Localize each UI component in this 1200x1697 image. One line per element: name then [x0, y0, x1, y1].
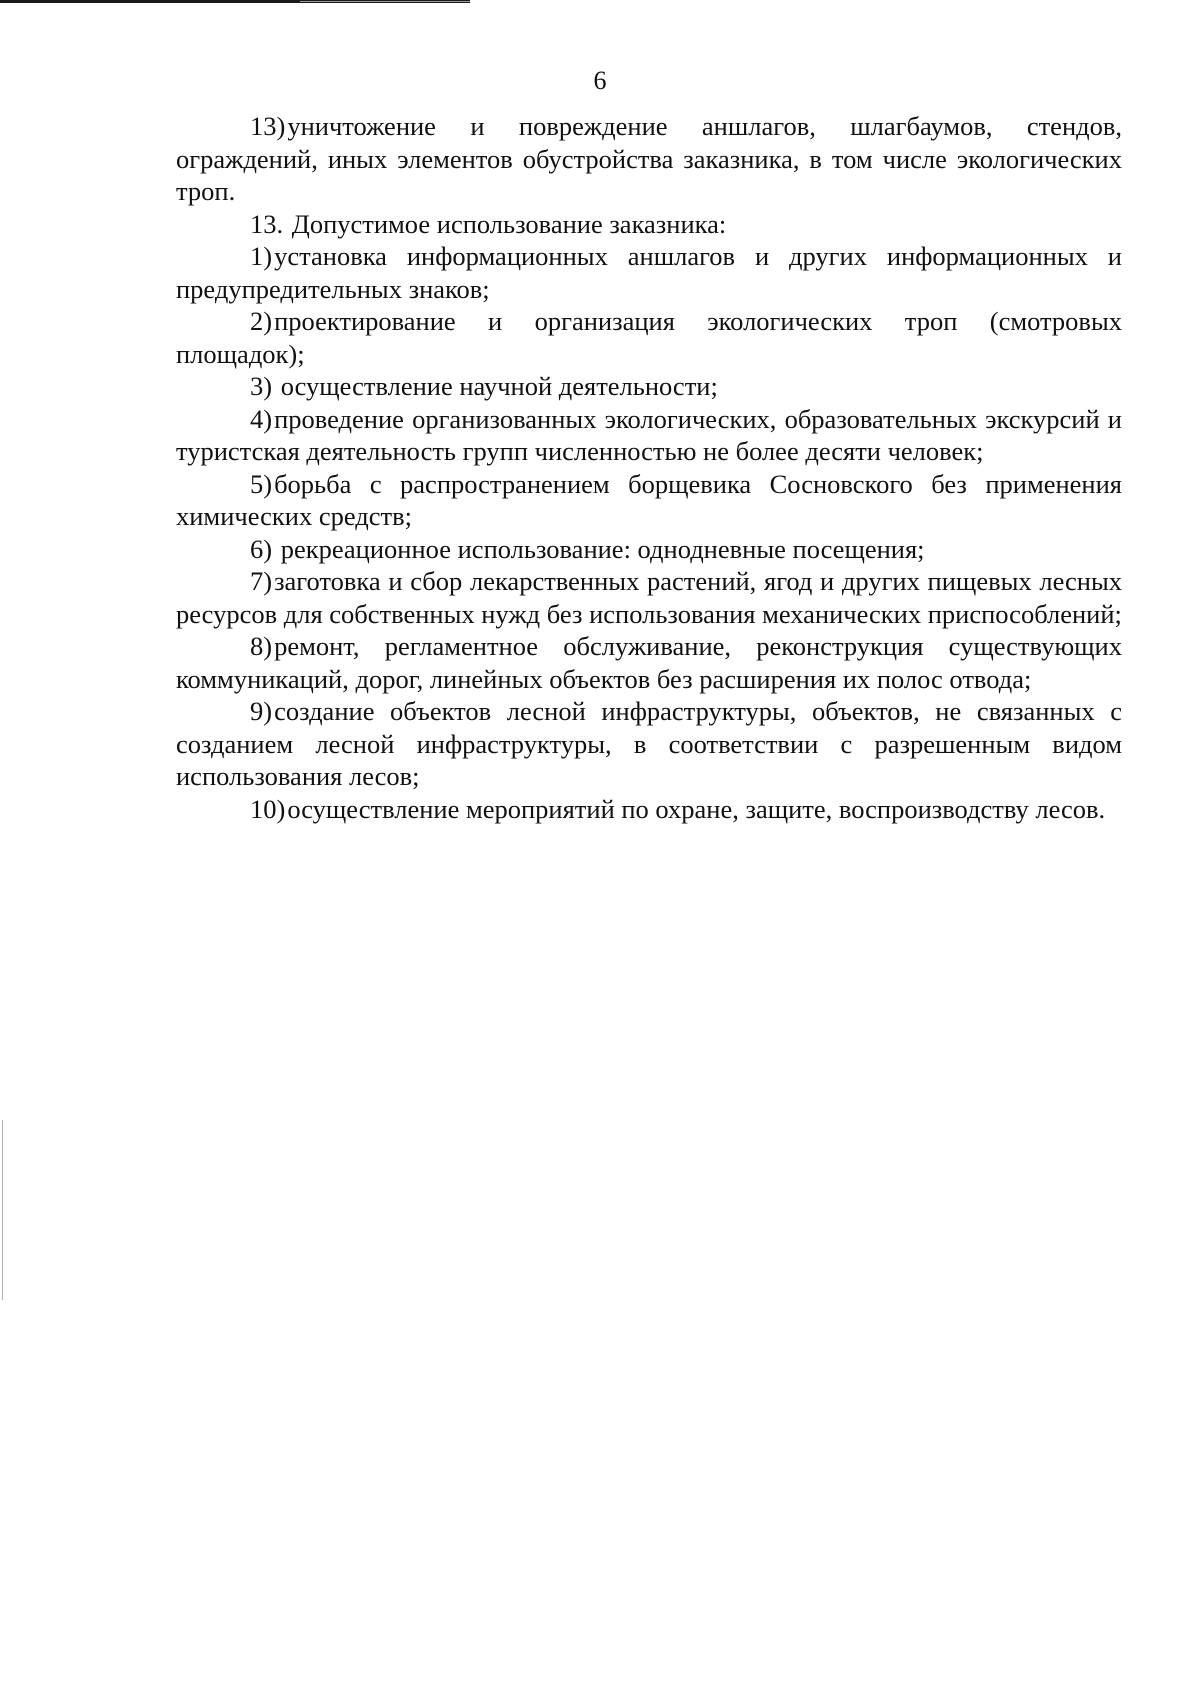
item-number: 6) [250, 533, 273, 564]
item-text: создание объектов лесной инфраструктуры, объектов, не связанных с созданием лесной инфраструктуры, в соответствии с разрешенным видом использования лесов; [176, 696, 1122, 791]
scan-artifact-left-edge [2, 1120, 3, 1300]
item-number: 13) [250, 111, 286, 141]
item-text: проектирование и организация экологических троп (смотровых площадок); [176, 306, 1122, 369]
item-number: 2) [250, 306, 273, 336]
list-item [176, 565, 1122, 630]
list-item [176, 240, 1122, 305]
item-number: 7) [250, 566, 273, 596]
item-text: борьба с распространением борщевика Сосновского без применения химических средств; [176, 468, 1122, 531]
item-number: 4) [250, 403, 273, 434]
list-item [176, 110, 1122, 208]
list-item [176, 533, 1122, 566]
item-number: 9) [250, 696, 273, 726]
item-number: 8) [250, 631, 273, 661]
item-text: осуществление мероприятий по охране, защите, воспроизводству лесов. [287, 793, 1106, 824]
list-item [176, 695, 1122, 793]
document-body [176, 110, 1122, 825]
item-text: уничтожение и повреждение аншлагов, шлагбаумов, стендов, ограждений, иных элементов обустройства заказника, в том числе экологических троп. [176, 111, 1122, 206]
section-heading [176, 208, 1122, 241]
list-item [176, 305, 1122, 370]
item-number: 5) [250, 468, 273, 499]
item-number: 10) [250, 793, 286, 824]
list-item [176, 630, 1122, 695]
section-title: Допустимое использование заказника: [285, 208, 727, 239]
item-text: заготовка и сбор лекарственных растений, ягод и других пищевых лесных ресурсов для собственных нужд без использования механических приспособлений; [176, 566, 1122, 629]
scan-artifact-faint-line [300, 1, 470, 2]
item-text: осуществление научной деятельности; [274, 371, 718, 401]
item-number: 1) [250, 241, 273, 271]
item-text: установка информационных аншлагов и других информационных и предупредительных знаков; [176, 241, 1122, 304]
page-number: 6 [593, 66, 607, 95]
list-item [176, 793, 1122, 826]
list-item [176, 370, 1122, 403]
item-text: проведение организованных экологических, образовательных экскурсий и туристская деятельность групп численностью не более десяти человек; [176, 403, 1122, 466]
item-number: 3) [250, 371, 273, 401]
list-item [176, 468, 1122, 533]
item-text: рекреационное использование: однодневные посещения; [274, 533, 925, 564]
item-text: ремонт, регламентное обслуживание, реконструкция существующих коммуникаций, дорог, линейных объектов без расширения их полос отвода; [176, 631, 1122, 694]
section-number: 13. [250, 208, 284, 239]
list-item [176, 403, 1122, 468]
